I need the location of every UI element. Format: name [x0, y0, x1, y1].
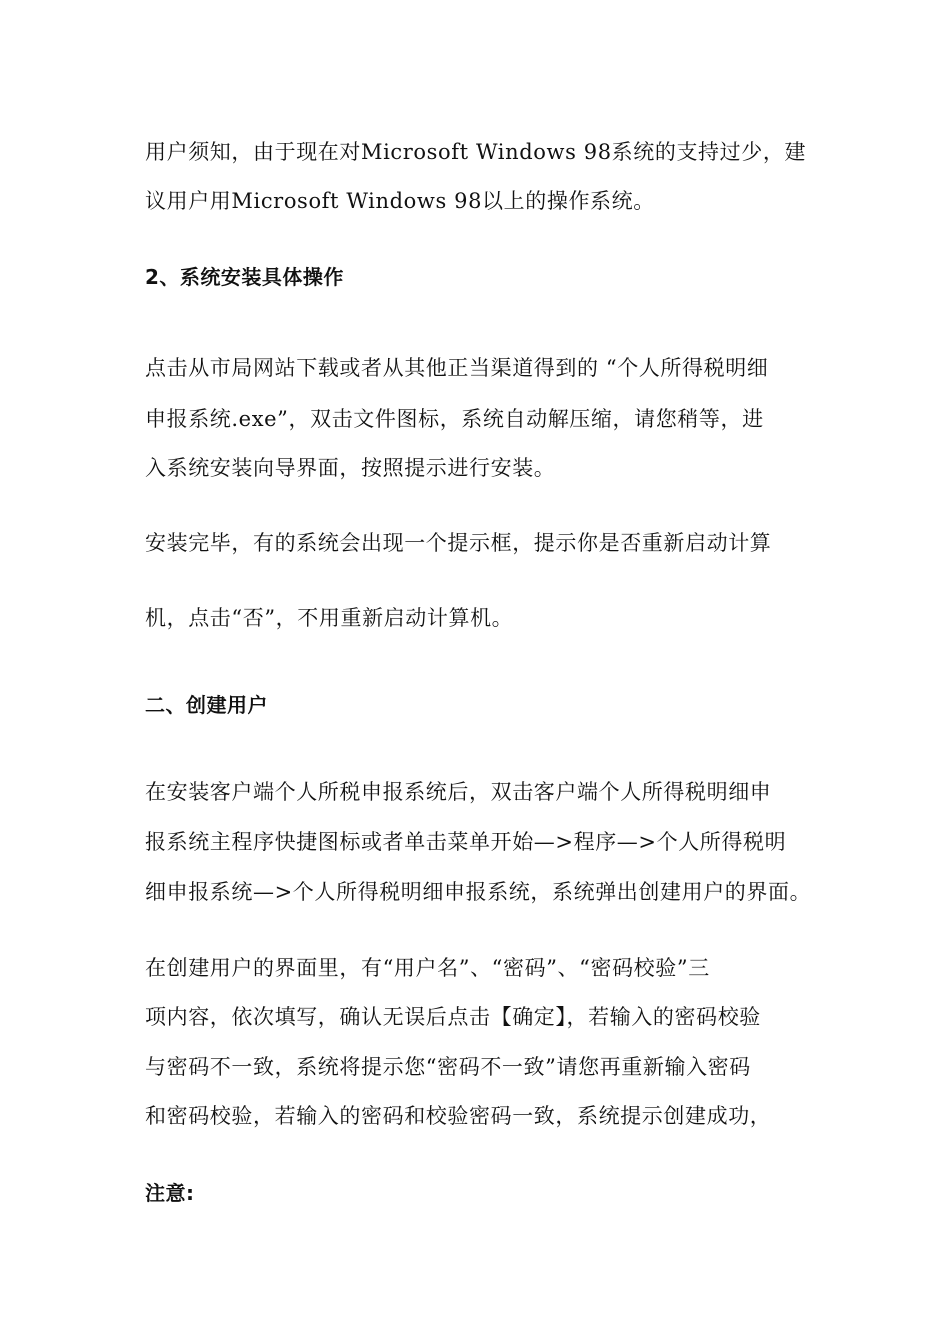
- install-heading: 2、系统安装具体操作: [145, 265, 344, 289]
- install-para1-line-3: 入系统安装向导界面，按照提示进行安装。: [145, 456, 556, 480]
- create-para1-line-3: 细申报系统—>个人所得税明细申报系统，系统弹出创建用户的界面。: [145, 880, 812, 904]
- create-para2-line-2: 项内容，依次填写，确认无误后点击【确定】，若输入的密码校验: [145, 1005, 761, 1029]
- install-para2-line-1: 安装完毕，有的系统会出现一个提示框，提示你是否重新启动计算: [145, 531, 772, 555]
- create-user-heading: 二、创建用户: [145, 693, 268, 717]
- create-para2-line-1: 在创建用户的界面里，有“用户名”、“密码”、“密码校验”三: [145, 956, 710, 980]
- note-heading: 注意:: [145, 1181, 195, 1205]
- install-para1-line-1: 点击从市局网站下载或者从其他正当渠道得到的 “个人所得税明细: [145, 356, 769, 380]
- create-para1-line-1: 在安装客户端个人所税申报系统后，双击客户端个人所得税明细申: [145, 780, 772, 804]
- notice-line-1: 用户须知，由于现在对Microsoft Windows 98系统的支持过少，建: [145, 140, 807, 164]
- create-para2-line-4: 和密码校验，若输入的密码和校验密码一致，系统提示创建成功，: [145, 1104, 772, 1128]
- create-para2-line-3: 与密码不一致，系统将提示您“密码不一致”请您再重新输入密码: [145, 1055, 751, 1079]
- install-para1-line-2: 申报系统.exe”，双击文件图标，系统自动解压缩，请您稍等，进: [145, 407, 764, 431]
- install-para2-line-2: 机，点击“否”，不用重新启动计算机。: [145, 606, 514, 630]
- create-para1-line-2: 报系统主程序快捷图标或者单击菜单开始—>程序—>个人所得税明: [145, 830, 787, 854]
- notice-line-2: 议用户用Microsoft Windows 98以上的操作系统。: [145, 189, 655, 213]
